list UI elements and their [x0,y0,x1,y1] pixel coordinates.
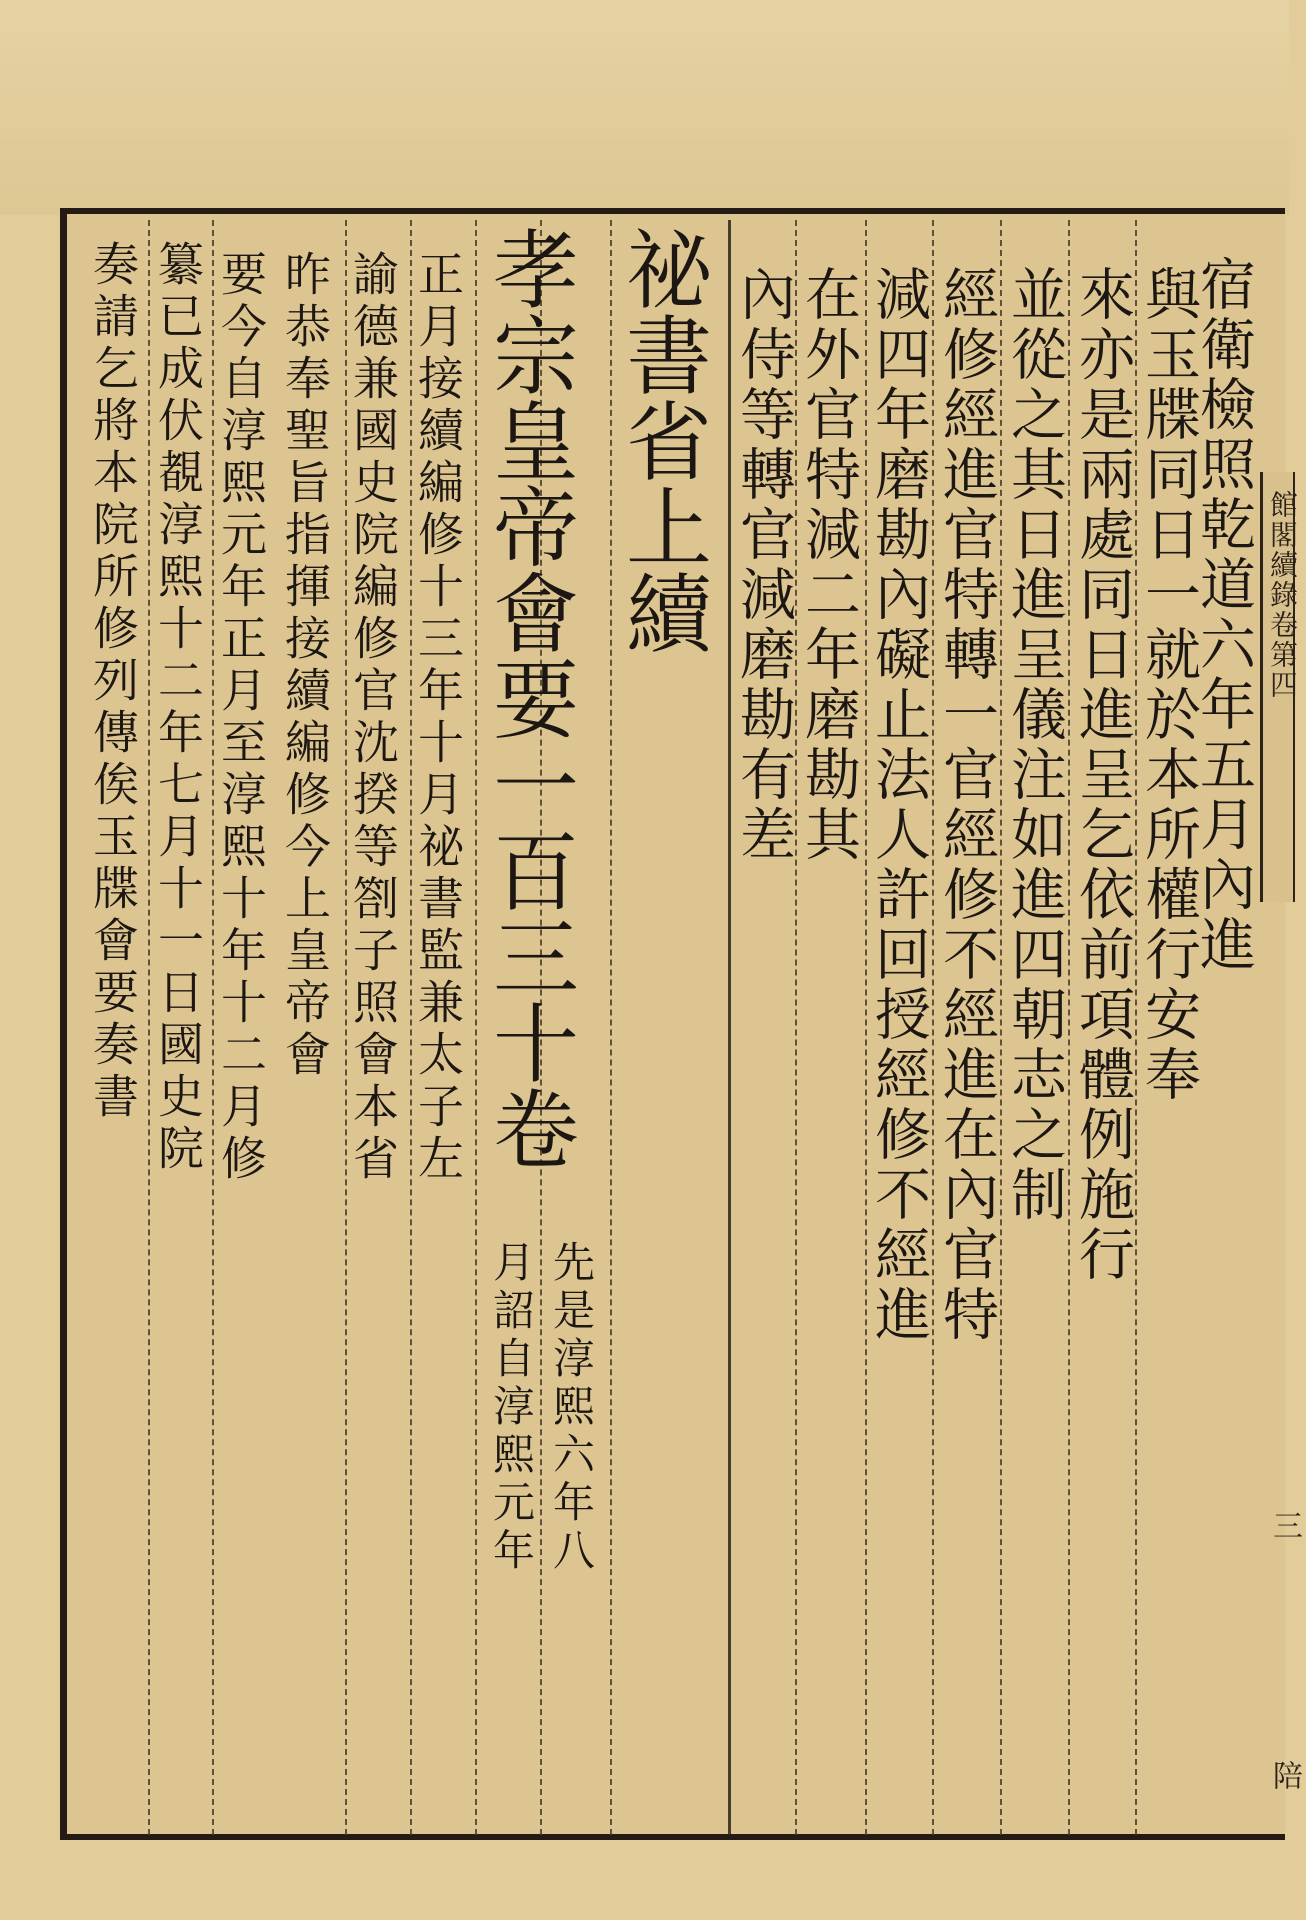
column-rule [148,220,150,1835]
book-title: 孝宗皇帝會要一百三十卷 [478,225,578,1171]
text-column-9: 正月接續編修十三年十月祕書監兼太子左 [411,250,465,1186]
text-column-4: 並從之其日進呈儀注如進四朝志之制 [1002,265,1067,1225]
text-column-7: 在外官特減二年磨勘其 [796,265,861,865]
text-column-2: 與玉牒同日一就於本所權行安奉 [1136,265,1201,1105]
text-column-1: 宿衛檢照乾道六年五月內進 [1191,255,1256,975]
column-rule [475,220,477,1835]
text-column-14: 奏請乞將本院所修列傳俟玉牒會要奏書 [86,240,140,1124]
text-column-3: 來亦是兩處同日進呈乞依前項體例施行 [1070,265,1135,1285]
text-column-8: 內侍等轉官減磨勘有差 [731,265,796,865]
paper-background [0,0,1289,215]
text-column-5: 經修經進官特轉一官經修不經進在內官特 [934,265,999,1345]
text-column-6: 減四年磨勘內礙止法人許回授經修不經進 [866,265,931,1345]
text-column-10: 諭德兼國史院編修官沈揆等劄子照會本省 [346,250,400,1186]
edge-mark-top: 三 [1267,1510,1302,1540]
text-column-11: 昨恭奉聖旨指揮接續編修今上皇帝會 [278,250,332,1082]
annotation-column-2: 月詔自淳熙元年 [487,1240,536,1576]
text-column-13: 纂已成伏覩淳熙十二年七月十一日國史院 [151,240,205,1176]
side-tab-title: 館閣續錄卷第四 [1266,490,1299,700]
annotation-column-1: 先是淳熙六年八 [547,1240,596,1576]
section-heading: 祕書省上續 [611,225,711,655]
edge-mark-bottom: 陪 [1267,1760,1302,1790]
text-column-12: 要今自淳熙元年正月至淳熙十年十二月修 [214,250,268,1186]
